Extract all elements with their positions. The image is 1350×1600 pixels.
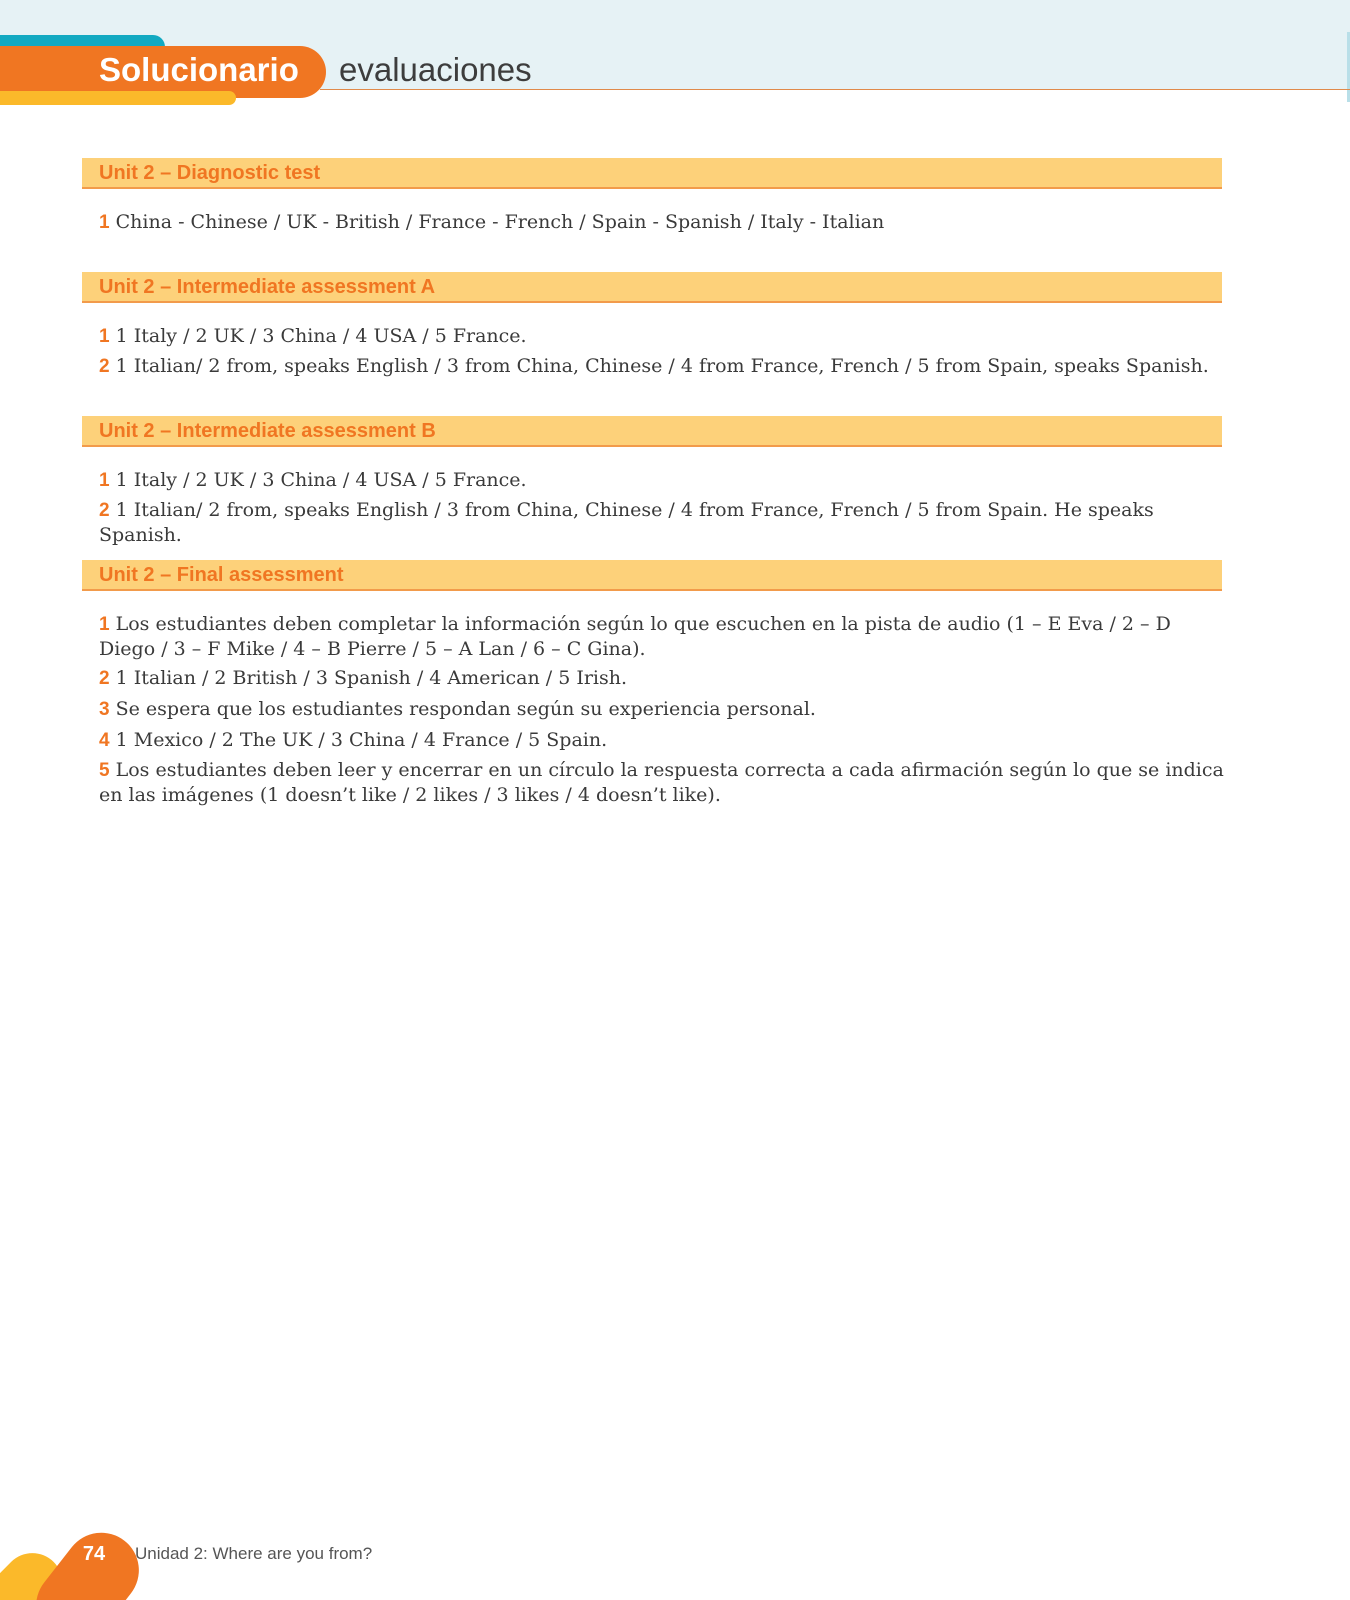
answer-item <box>99 728 1224 753</box>
answer-item <box>99 612 1224 661</box>
answer-item <box>99 758 1224 807</box>
header-tab-yellow <box>0 91 236 105</box>
section-header-diagnostic <box>82 158 1222 189</box>
section-title: Unit 2 – Diagnostic test <box>99 162 321 184</box>
answer-item <box>99 210 1224 235</box>
section-header-intermediate-b <box>82 416 1222 447</box>
section-title: Unit 2 – Intermediate assessment B <box>99 420 436 442</box>
answer-item <box>99 354 1224 379</box>
answer-text: 1 Italy / 2 UK / 3 China / 4 USA / 5 France. <box>115 469 527 491</box>
footer-unit-title: Unidad 2: Where are you from? <box>135 1544 373 1563</box>
answer-number: 1 <box>99 212 110 233</box>
answer-text: China - Chinese / UK - British / France - French / Spain - Spanish / Italy - Italian <box>115 211 885 233</box>
answer-item <box>99 697 1224 722</box>
answer-text: 1 Italian/ 2 from, speaks English / 3 from China, Chinese / 4 from France, French / 5 from Spain, speaks Spanish. <box>115 355 1209 377</box>
answer-number: 4 <box>99 730 110 751</box>
answer-number: 1 <box>99 614 110 635</box>
answer-number: 1 <box>99 470 110 491</box>
answer-item <box>99 324 1224 349</box>
section-title: Unit 2 – Final assessment <box>99 564 344 586</box>
section-header-intermediate-a <box>82 272 1222 303</box>
answer-number: 1 <box>99 326 110 347</box>
answer-item <box>99 468 1224 493</box>
answer-text: Los estudiantes deben completar la información según lo que escuchen en la pista de audio (1 – E Eva / 2 – D Diego / 3 – F Mike / 4 – B Pierre / 5 – A Lan / 6 – C Gina). <box>99 613 1171 660</box>
answer-item <box>99 498 1224 547</box>
answer-number: 3 <box>99 699 110 720</box>
answer-text: 1 Italy / 2 UK / 3 China / 4 USA / 5 France. <box>115 325 527 347</box>
answer-number: 2 <box>99 356 110 377</box>
answer-number: 2 <box>99 668 110 689</box>
answer-number: 2 <box>99 500 110 521</box>
answer-text: 1 Italian / 2 British / 3 Spanish / 4 American / 5 Irish. <box>115 667 628 689</box>
section-header-final <box>82 560 1222 591</box>
answer-item <box>99 666 1224 691</box>
answer-text: 1 Italian/ 2 from, speaks English / 3 from China, Chinese / 4 from France, French / 5 from Spain. He speaks Spanish. <box>99 499 1154 546</box>
answer-text: Se espera que los estudiantes respondan según su experiencia personal. <box>115 698 816 720</box>
brand-title: Solucionario <box>99 51 299 88</box>
answer-text: Los estudiantes deben leer y encerrar en un círculo la respuesta correcta a cada afirmación según lo que se indica en las imágenes (1 doesn’t like / 2 likes / 3 likes / 4 doesn’t like). <box>99 759 1224 806</box>
brand-subtitle: evaluaciones <box>339 51 532 88</box>
answer-number: 5 <box>99 760 110 781</box>
answer-text: 1 Mexico / 2 The UK / 3 China / 4 France / 5 Spain. <box>115 729 608 751</box>
page-number: 74 <box>82 1543 106 1565</box>
section-title: Unit 2 – Intermediate assessment A <box>99 276 436 298</box>
